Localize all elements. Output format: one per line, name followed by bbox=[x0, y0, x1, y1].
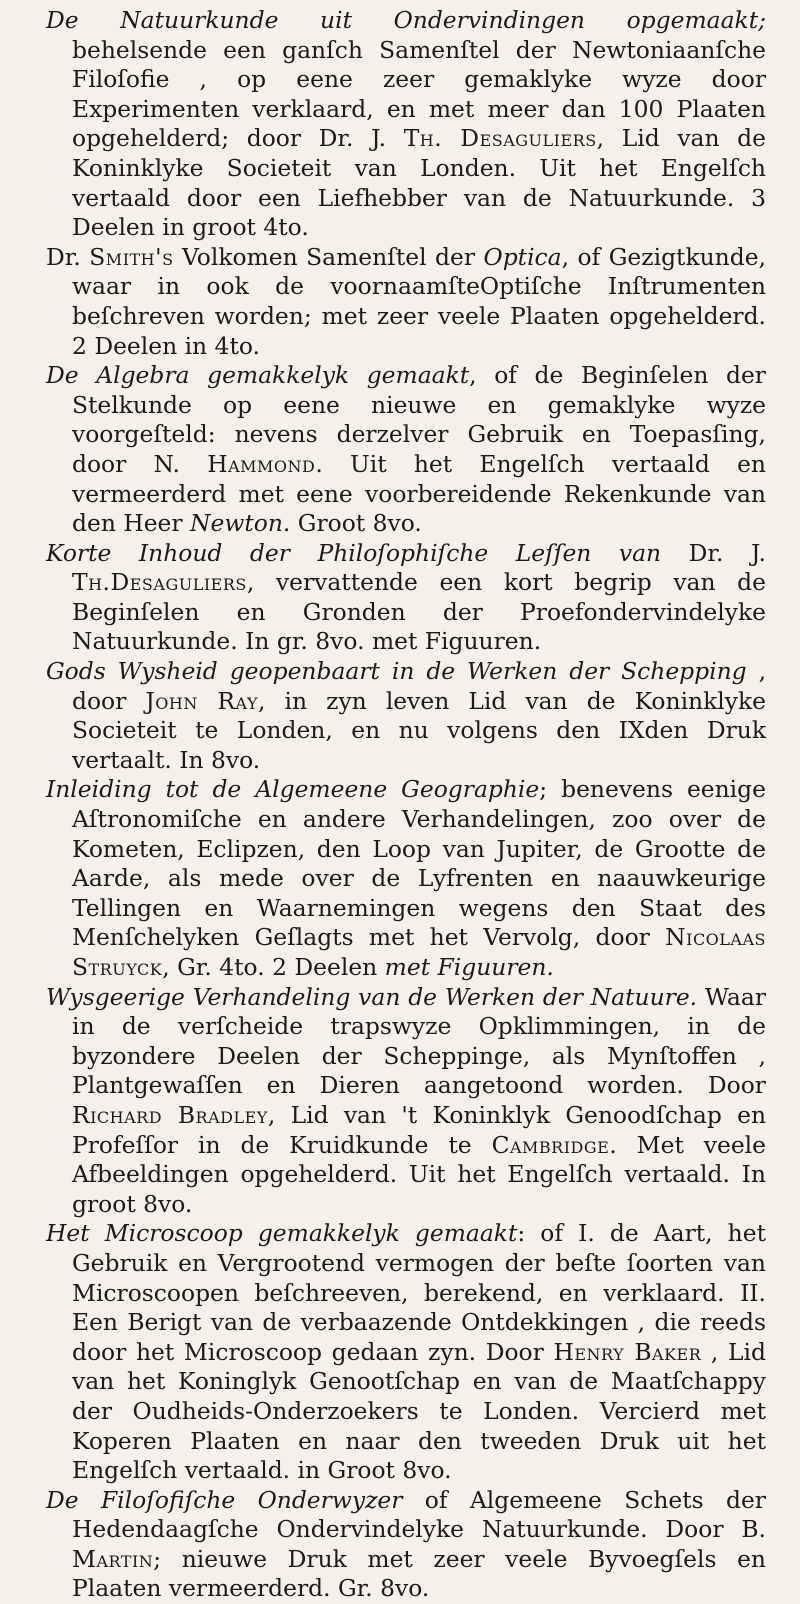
entry-text: , door bbox=[72, 657, 766, 715]
entry-text: Dr. bbox=[46, 242, 90, 271]
entry-title: De Filoſofiſche Onderwyzer bbox=[46, 1485, 403, 1514]
catalogue-entry-microscoop bbox=[46, 1219, 766, 1485]
entry-place: Cambridge bbox=[491, 1130, 610, 1159]
entry-text: , Lid van 't Koninklyk Genoodſchap en Profeſſor in de Kruidkunde te bbox=[72, 1100, 767, 1159]
catalogue-entry-onderwyzer bbox=[46, 1486, 766, 1604]
catalogue-entry-korte-inhoud bbox=[46, 539, 766, 657]
entry-text: ; benevens eenige Aſtronomiſche en andere Verhandelingen, zoo over de Kometen, Eclipzen, den Loop van Jupiter, de Grootte de Aarde, als mede over de Lyfrenten en naauwkeurige Tellingen en Waarnemingen wegens den Staat des Menſchelyken Geſlagts met het Vervolg, door bbox=[72, 775, 766, 952]
entry-text: of Algemeene Schets der Hedendaagſche Ondervindelyke Natuurkunde. Door B. bbox=[72, 1485, 766, 1544]
entry-text: Waar in de verſcheide trapswyze Opklimmingen, in de byzondere Deelen der Scheppinge, als Mynſtoffen , Plantgewaſſen en Dieren aangetoond worden. Door bbox=[72, 982, 767, 1100]
catalogue-entry-wysgeerige bbox=[46, 983, 766, 1220]
entry-title: De Algebra gemakkelyk gemaakt bbox=[46, 361, 470, 390]
entry-author: Martin bbox=[72, 1544, 154, 1573]
entry-title: Optica bbox=[483, 242, 562, 271]
catalogue-entry-geographie bbox=[46, 775, 766, 982]
entry-text: ; nieuwe Druk met zeer veele Byvoegſels en Plaaten vermeerderd. Gr. 8vo. bbox=[72, 1544, 766, 1603]
entry-text: , vervattende een kort begrip van de Beginſelen en Gronden der Proefondervindelyke Natuurkunde. In gr. 8vo. met Figuuren. bbox=[72, 568, 766, 656]
entry-title: Korte Inhoud der Philoſophiſche Leſſen van bbox=[46, 538, 662, 567]
entry-author: Th.Desaguliers bbox=[72, 568, 247, 597]
catalogue-entry-natuurkunde bbox=[46, 6, 766, 243]
entry-text: , Gr. 4to. 2 Deelen bbox=[162, 953, 385, 981]
entry-title: Inleiding tot de Algemeene Geographie bbox=[46, 775, 540, 804]
entry-author: Hammond bbox=[207, 449, 316, 478]
entry-author: John Ray bbox=[145, 686, 259, 715]
entry-text: , Lid van het Koninglyk Genootſchap en van de Maatſchappy der Oudheids-Onderzoekers te Londen. Vercierd met Koperen Plaaten en naar den tweeden Druk uit het Engelſch vertaald. in Groot 8vo. bbox=[72, 1337, 766, 1485]
entry-author: Smith's bbox=[89, 242, 174, 271]
entry-text: Volkomen Samenſtel der bbox=[173, 242, 484, 271]
entry-text: behelsende een ganſch Samenſtel der Newtoniaanſche Filoſofie , op eene zeer gemaklyke wyze door Experimenten verklaard, en met meer dan 100 Plaaten opgehelderd; door Dr. J. bbox=[72, 35, 766, 153]
entry-title: Newton bbox=[190, 509, 283, 538]
entry-text: . Met veele Afbeeldingen opgehelderd. Uit het Engelſch vertaald. In groot 8vo. bbox=[72, 1130, 766, 1218]
entry-title: met Figuuren. bbox=[384, 953, 554, 981]
entry-title: De Natuurkunde uit Ondervindingen opgemaakt; bbox=[46, 6, 766, 34]
catalogue-entry-algebra bbox=[46, 361, 766, 539]
catalogue-entry-gods-wysheid bbox=[46, 657, 766, 775]
entry-author: Henry Baker bbox=[553, 1337, 702, 1366]
entry-title: Het Microscoop gemakkelyk gemaakt bbox=[46, 1219, 518, 1248]
entry-text: , in zyn leven Lid van de Koninklyke Societeit te Londen, en nu volgens den IXden Druk vertaalt. In 8vo. bbox=[72, 686, 767, 774]
catalogue-entry-optica bbox=[46, 243, 766, 361]
entry-author: Nicolaas Struyck bbox=[72, 923, 766, 981]
entry-text: . Groot 8vo. bbox=[282, 509, 422, 538]
entry-title: Gods Wysheid geopenbaart in de Werken der Schepping bbox=[46, 657, 747, 686]
entry-text: : of I. de Aart, het Gebruik en Vergrootend vermogen der beſte ſoorten van Microscoopen beſchreeven, berekend, en verklaard. II. Een Berigt van de verbaazende Ontdekkingen , die reeds door het Microscoop gedaan zyn. Door bbox=[72, 1219, 766, 1366]
entry-author: Richard Bradley bbox=[72, 1100, 268, 1129]
entry-text: , of de Beginſelen der Stelkunde op eene nieuwe en gemaklyke wyze voorgeſteld: nevens derzelver Gebruik en Toepasſing, door N. bbox=[72, 361, 766, 478]
entry-text: Dr. J. bbox=[661, 538, 766, 567]
entry-author: Th. Desaguliers bbox=[403, 124, 597, 153]
entry-title: Wysgeerige Verhandeling van de Werken der Natuure. bbox=[46, 982, 698, 1011]
entry-text: , Lid van de Koninklyke Societeit van Londen. Uit het Engelſch vertaald door een Liefhebber van de Natuurkunde. 3 Deelen in groot 4to. bbox=[72, 124, 766, 242]
entry-text: , of Gezigtkunde, waar in ook de voornaamſteOptiſche Inſtrumenten beſchreven worden; met zeer veele Plaaten opgehelderd. 2 Deelen in 4to. bbox=[72, 242, 766, 360]
entry-text: . Uit het Engelſch vertaald en vermeerderd met eene voorbereidende Rekenkunde van den Heer bbox=[72, 449, 766, 538]
